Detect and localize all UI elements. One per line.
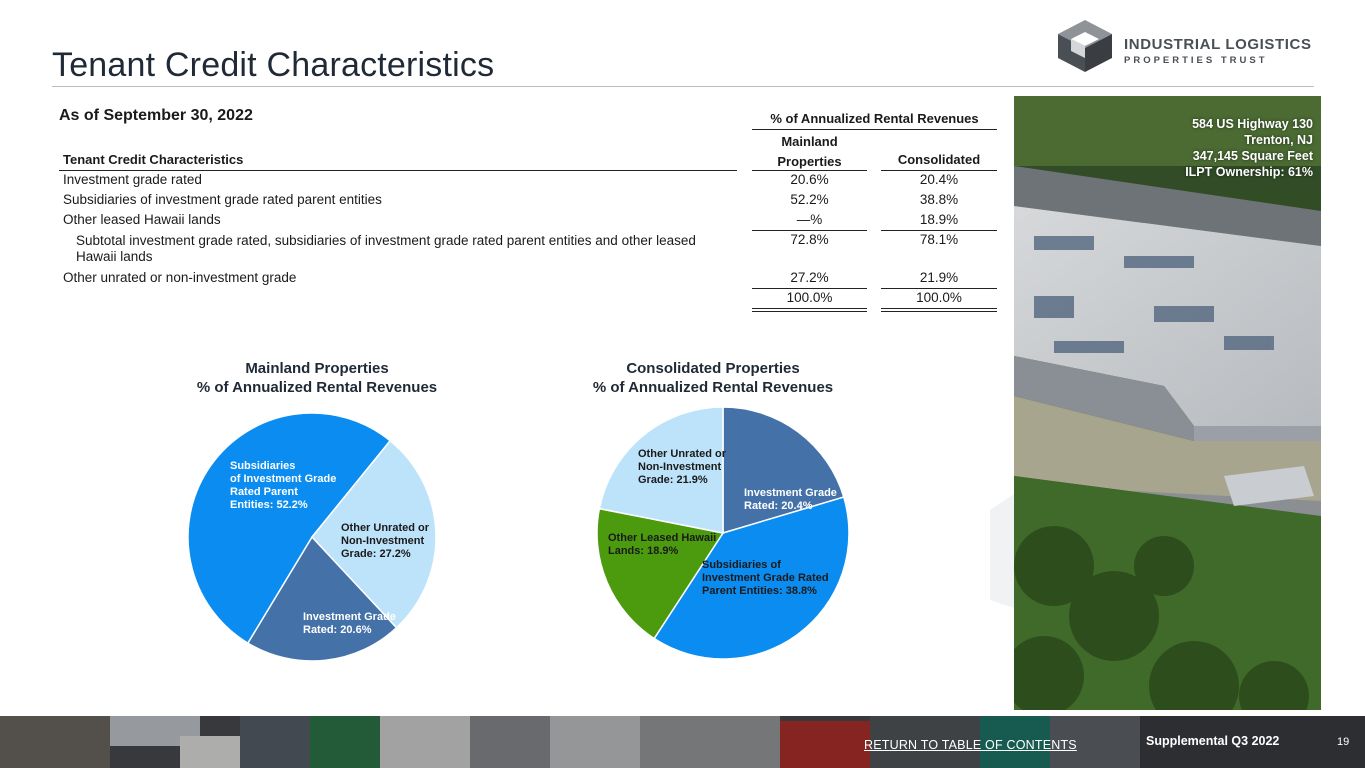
table-cell-consolidated: 20.4%: [919, 172, 959, 187]
return-to-toc-link[interactable]: RETURN TO TABLE OF CONTENTS: [864, 738, 1077, 752]
table-cell-consolidated: 38.8%: [919, 192, 959, 207]
consolidated-chart-title-line1: Consolidated Properties: [626, 360, 800, 377]
property-photo: [1014, 96, 1321, 710]
pie-slice-label: Investment Grade Rated: 20.4%: [744, 487, 837, 512]
table-cell-mainland: —%: [796, 212, 823, 227]
page-title: Tenant Credit Characteristics: [52, 46, 495, 84]
logo-name: INDUSTRIAL LOGISTICS: [1124, 36, 1312, 53]
logo-subtitle: PROPERTIES TRUST: [1124, 55, 1268, 66]
column-header-consolidated: Consolidated: [897, 152, 981, 167]
table-group-header: % of Annualized Rental Revenues: [770, 111, 979, 126]
mainland-chart-title-line2: % of Annualized Rental Revenues: [196, 379, 438, 396]
mainland-chart-title-line1: Mainland Properties: [245, 360, 389, 377]
table-cell-consolidated: 78.1%: [919, 232, 959, 247]
table-row-label: Investment grade rated: [63, 172, 202, 187]
table-cell-mainland-total: 100.0%: [786, 290, 833, 305]
table-row-label: Other unrated or non-investment grade: [63, 270, 297, 285]
pie-slice-label: Other Unrated or Non-Investment Grade: 27.2%: [341, 522, 430, 560]
table-cell-consolidated-total: 100.0%: [916, 290, 962, 305]
table-row-label: Subsidiaries of investment grade rated parent entities: [63, 192, 382, 207]
table-cell-mainland: 20.6%: [790, 172, 829, 187]
pie-slice-label: Subsidiaries of Investment Grade Rated Parent Entities: 38.8%: [702, 559, 829, 597]
pie-slice-label: Subsidiaries of Investment Grade Rated Parent Entities: 52.2%: [230, 460, 337, 511]
table-cell-mainland: 52.2%: [790, 192, 829, 207]
photo-address: 584 US Highway 130: [1192, 117, 1313, 131]
table-cell-mainland: 27.2%: [790, 270, 829, 285]
photo-ownership: ILPT Ownership: 61%: [1185, 165, 1313, 179]
logo-cube-icon: [1054, 18, 1116, 74]
photo-caption: [1185, 116, 1313, 180]
as-of-date: As of September 30, 2022: [59, 107, 253, 124]
footer-supplemental: Supplemental Q3 2022: [1146, 734, 1280, 748]
page-number: 19: [1337, 736, 1350, 748]
table-cell-consolidated: 18.9%: [919, 212, 959, 227]
pie-slice-label: Other Leased Hawaii Lands: 18.9%: [608, 532, 717, 557]
table-row-label-subtotal: Subtotal investment grade rated, subsidiaries of investment grade rated parent entities and other leased Hawaii lands: [76, 233, 696, 264]
column-header-label: Tenant Credit Characteristics: [63, 152, 244, 167]
company-logo: [1054, 18, 1324, 74]
photo-city: Trenton, NJ: [1244, 133, 1313, 147]
table-cell-consolidated: 21.9%: [919, 270, 959, 285]
table-cell-mainland: 72.8%: [790, 232, 829, 247]
aerial-photo-image: [1014, 96, 1321, 710]
pie-slice-label: Other Unrated or Non-Investment Grade: 21.9%: [638, 448, 727, 486]
table-row-label: Other leased Hawaii lands: [63, 212, 221, 227]
pie-slice-label: Investment Grade Rated: 20.6%: [303, 611, 396, 636]
photo-size: 347,145 Square Feet: [1192, 149, 1313, 163]
column-header-mainland: Mainland Properties: [777, 134, 842, 169]
consolidated-chart-title-line2: % of Annualized Rental Revenues: [592, 379, 834, 396]
